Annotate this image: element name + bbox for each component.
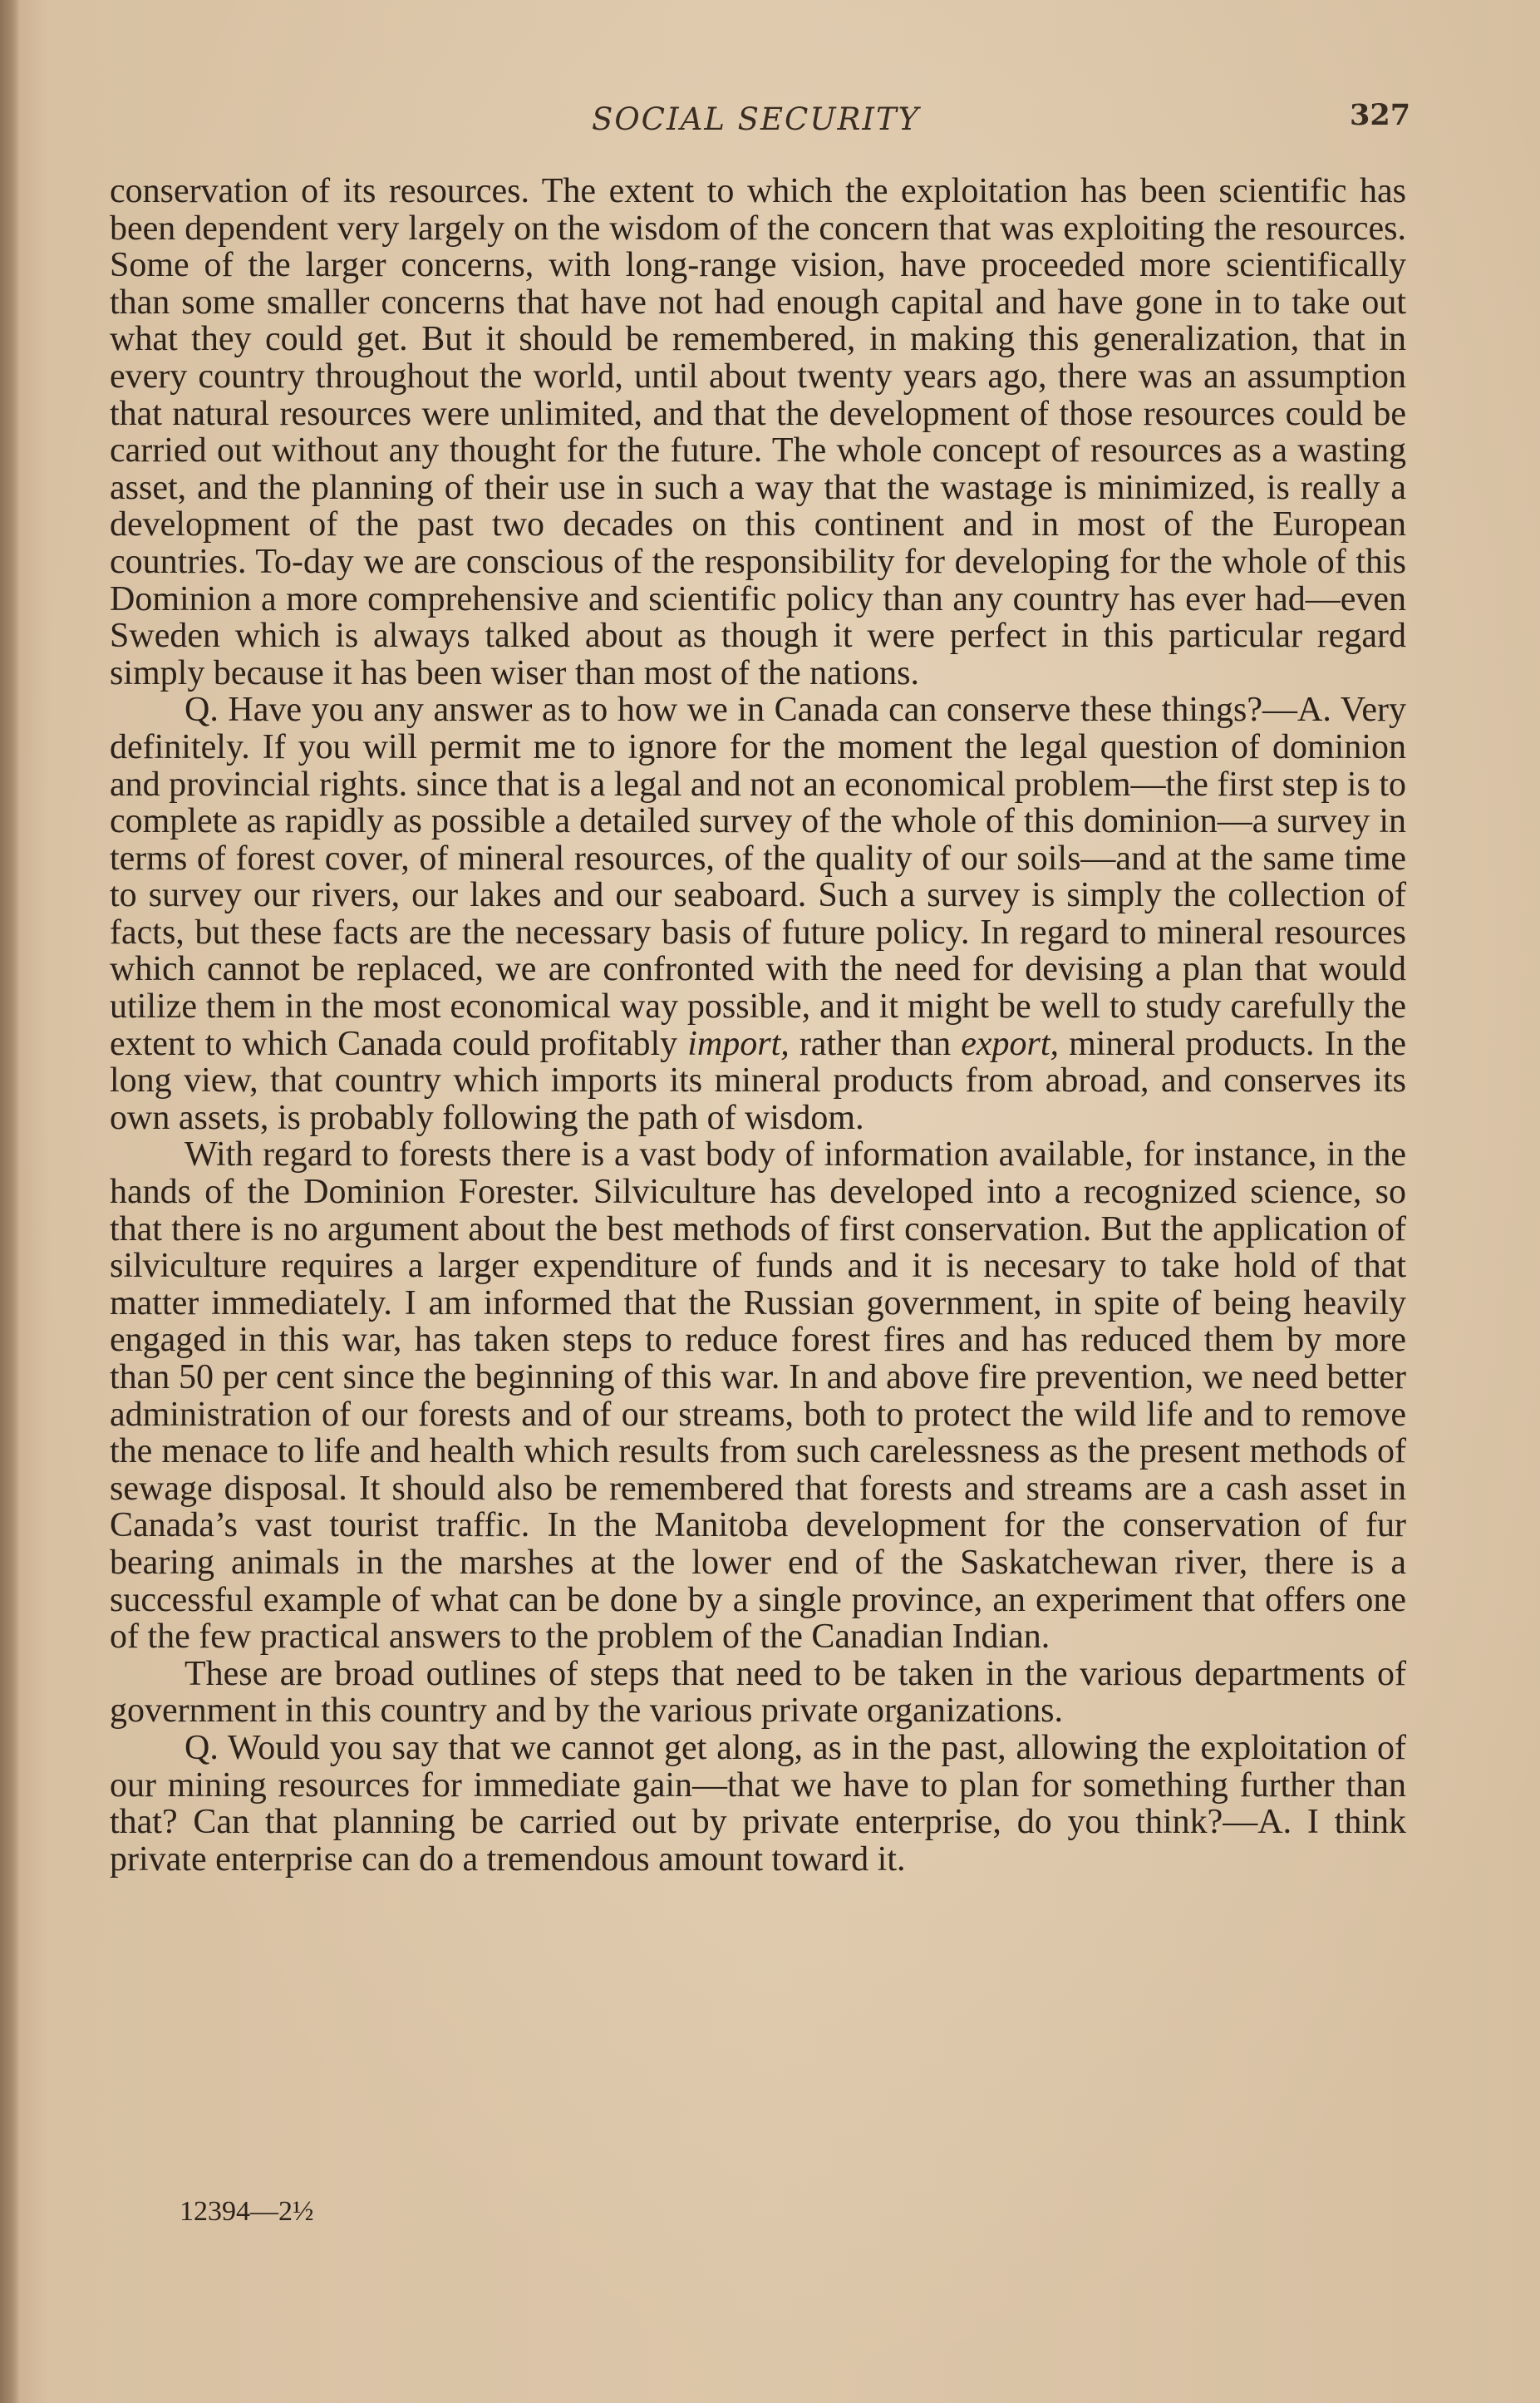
- page-number: 327: [1350, 98, 1411, 132]
- running-head: SOCIAL SECURITY: [592, 101, 921, 137]
- paragraph-2-text-c: mineral products. In the long view, that country which imports its mineral products from abroad, and conserves its own assets, is probably following the path of wisdom.: [110, 1024, 1406, 1137]
- paragraph-5: Q. Would you say that we cannot get along, as in the past, allowing the exploitation of our mining resources for immediate gain—that we have to plan for something further than that? Can that planning be carried out by private enterprise, do you think?—A. I think private enterprise can do a tremendous amount toward it.: [110, 1728, 1406, 1879]
- paragraph-4: These are broad outlines of steps that need to be taken in the various departments of government in this country and by the various private organizations.: [110, 1654, 1406, 1731]
- italic-export: export,: [961, 1024, 1059, 1063]
- body-text: [110, 173, 1406, 1878]
- paragraph-2-text-a: Q. Have you any answer as to how we in Canada can conserve these things?—A. Very definitely. If you will permit me to ignore for the moment the legal question of dominion and provincial rights. since that is a legal and not an economical problem—the first step is to complete as rapidly as possible a detailed survey of the whole of this dominion—a survey in terms of forest cover, of mineral resources, of the quality of our soils—and at the same time to survey our rivers, our lakes and our seaboard. Such a survey is simply the collection of facts, but these facts are the necessary basis of future policy. In regard to mineral resources which cannot be replaced, we are confronted with the need for devising a plan that would utilize them in the most economical way possible, and it might be well to study carefully the extent to which Canada could profitably: [110, 691, 1406, 1063]
- italic-import: import,: [687, 1024, 790, 1063]
- binding-edge: [0, 0, 20, 2403]
- printer-signature: 12394—2½: [180, 2196, 314, 2227]
- paragraph-1: conservation of its resources. The extent to which the exploitation has been scientific has been dependent very largely on the wisdom of the concern that was exploiting the resources. Some of the larger concerns, with long-range vision, have proceeded more scientifically than some smaller concerns that have not had enough capital and have gone in to take out what they could get. But it should be remembered, in making this generalization, that in every country throughout the world, until about twenty years ago, there was an assumption that natural resources were unlimited, and that the development of those resources could be carried out without any thought for the future. The whole concept of resources as a wasting asset, and the planning of their use in such a way that the wastage is minimized, is really a development of the past two decades on this continent and in most of the European countries. To-day we are conscious of the responsibility for developing for the whole of this Dominion a more comprehensive and scientific policy than any country has ever had—even Sweden which is always talked about as though it were perfect in this particular regard simply because it has been wiser than most of the nations.: [110, 172, 1406, 692]
- paragraph-2: [110, 692, 1406, 1136]
- paragraph-2-text-b: rather than: [789, 1024, 962, 1063]
- paragraph-3: With regard to forests there is a vast body of information available, for instance, in the hands of the Dominion Forester. Silviculture has developed into a recognized science, so that there is no argument about the best methods of first conservation. But the application of silviculture requires a larger expenditure of funds and it is necesary to take hold of that matter immediately. I am informed that the Russian government, in spite of being heavily engaged in this war, has taken steps to reduce forest fires and has reduced them by more than 50 per cent since the beginning of this war. In and above fire prevention, we need better administration of our forests and of our streams, both to protect the wild life and to remove the menace to life and health which results from such carelessness as the present methods of sewage disposal. It should also be remembered that forests and streams are a cash asset in Canada’s vast tourist traffic. In the Manitoba development for the conservation of fur bearing animals in the marshes at the lower end of the Saskatchewan river, there is a successful example of what can be done by a single province, an experiment that offers one of the few practical answers to the problem of the Canadian Indian.: [110, 1135, 1406, 1657]
